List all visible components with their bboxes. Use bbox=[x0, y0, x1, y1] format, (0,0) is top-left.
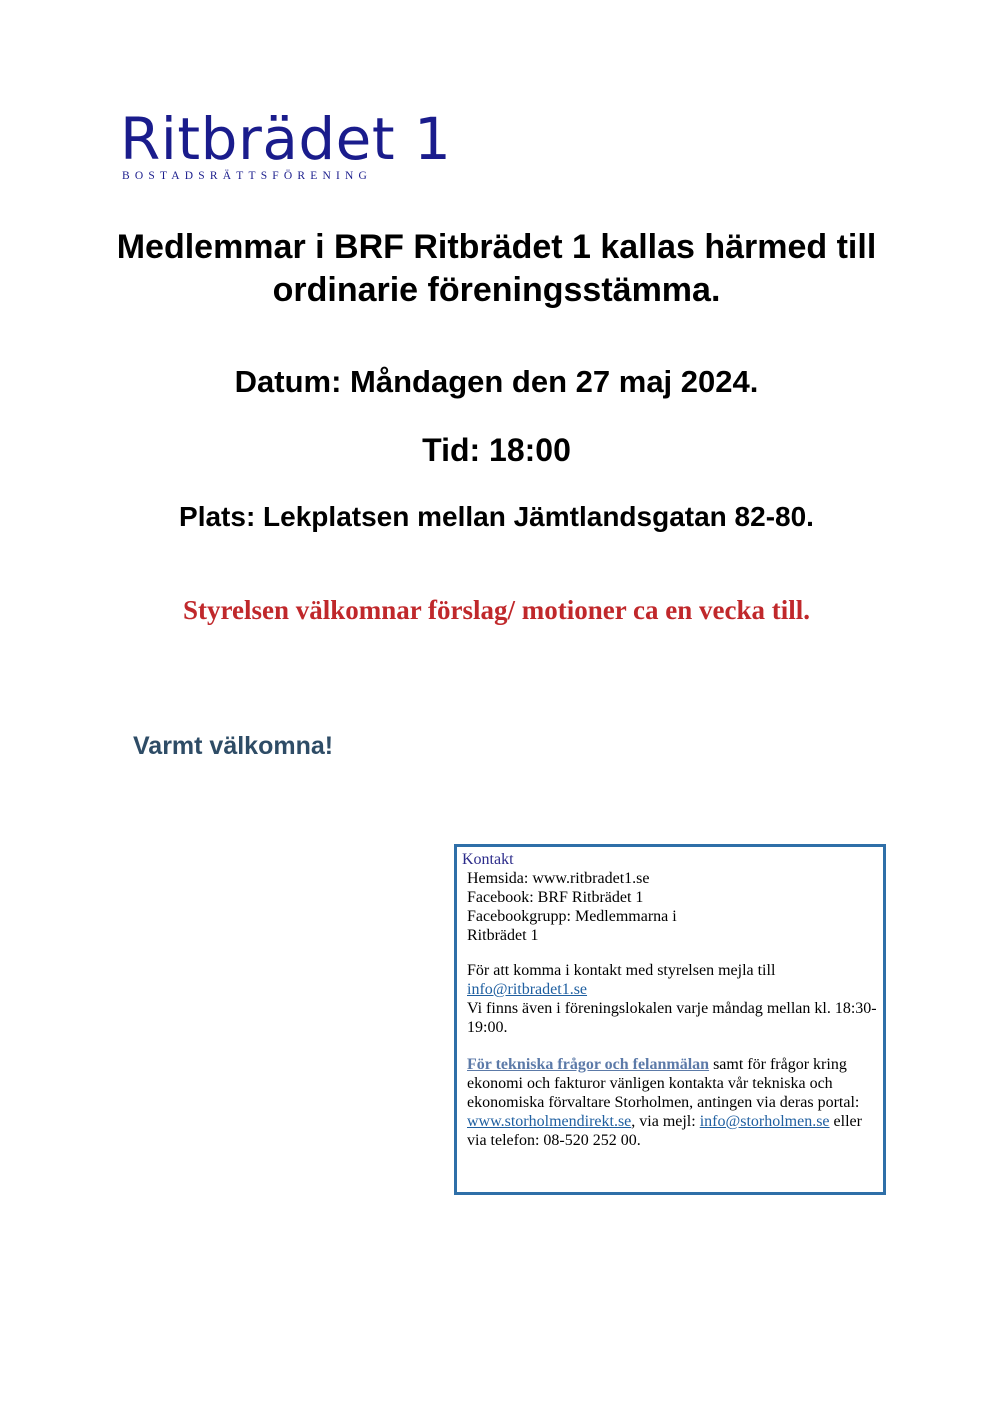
meeting-heading: Medlemmar i BRF Ritbrädet 1 kallas härmed till ordinarie föreningsstämma. bbox=[116, 228, 877, 309]
contact-homepage: Hemsida: www.ritbradet1.se bbox=[467, 870, 650, 887]
storholmen-email-link[interactable]: info@storholmen.se bbox=[699, 1113, 830, 1130]
association-logo bbox=[120, 105, 452, 184]
meeting-time: Tid: 18:00 bbox=[422, 432, 571, 468]
meeting-date: Datum: Måndagen den 27 maj 2024. bbox=[234, 364, 759, 399]
office-hours: Vi finns även i föreningslokalen varje måndag mellan kl. 18:30-19:00. bbox=[467, 1000, 877, 1036]
technical-contact-text: samt för frågor kring ekonomi och fakturor vänligen kontakta vår tekniska och ekonomiska förvaltare Storholmen, antingen via deras portal: bbox=[467, 1056, 860, 1111]
contact-box bbox=[454, 844, 886, 1195]
contact-body bbox=[467, 869, 881, 1150]
contact-intro: För att komma i kontakt med styrelsen mejla till bbox=[467, 962, 776, 979]
motion-invitation: Styrelsen välkomnar förslag/ motioner ca en vecka till. bbox=[183, 595, 810, 625]
contact-title: Kontakt bbox=[462, 851, 514, 868]
board-email-link[interactable]: info@ritbradet1.se bbox=[467, 981, 588, 998]
welcome-text: Varmt välkomna! bbox=[133, 732, 334, 760]
technical-issues-link[interactable]: För tekniska frågor och felanmälan bbox=[467, 1056, 710, 1073]
contact-facebook-group-name: Ritbrädet 1 bbox=[467, 927, 539, 944]
logo-name: Ritbrädet 1 bbox=[120, 105, 452, 173]
portal-link[interactable]: www.storholmendirekt.se bbox=[467, 1113, 632, 1130]
phone-text: eller via telefon: 08-520 252 00. bbox=[467, 1113, 862, 1149]
logo-subtitle: BOSTADSRÄTTSFÖRENING bbox=[122, 170, 373, 182]
via-mail-text: , via mejl: bbox=[631, 1113, 700, 1130]
contact-facebook: Facebook: BRF Ritbrädet 1 bbox=[467, 889, 644, 906]
meeting-location: Plats: Lekplatsen mellan Jämtlandsgatan 82-80. bbox=[179, 501, 814, 532]
contact-facebook-group: Facebookgrupp: Medlemmarna i bbox=[467, 908, 677, 925]
technical-contact-paragraph bbox=[467, 1055, 881, 1150]
